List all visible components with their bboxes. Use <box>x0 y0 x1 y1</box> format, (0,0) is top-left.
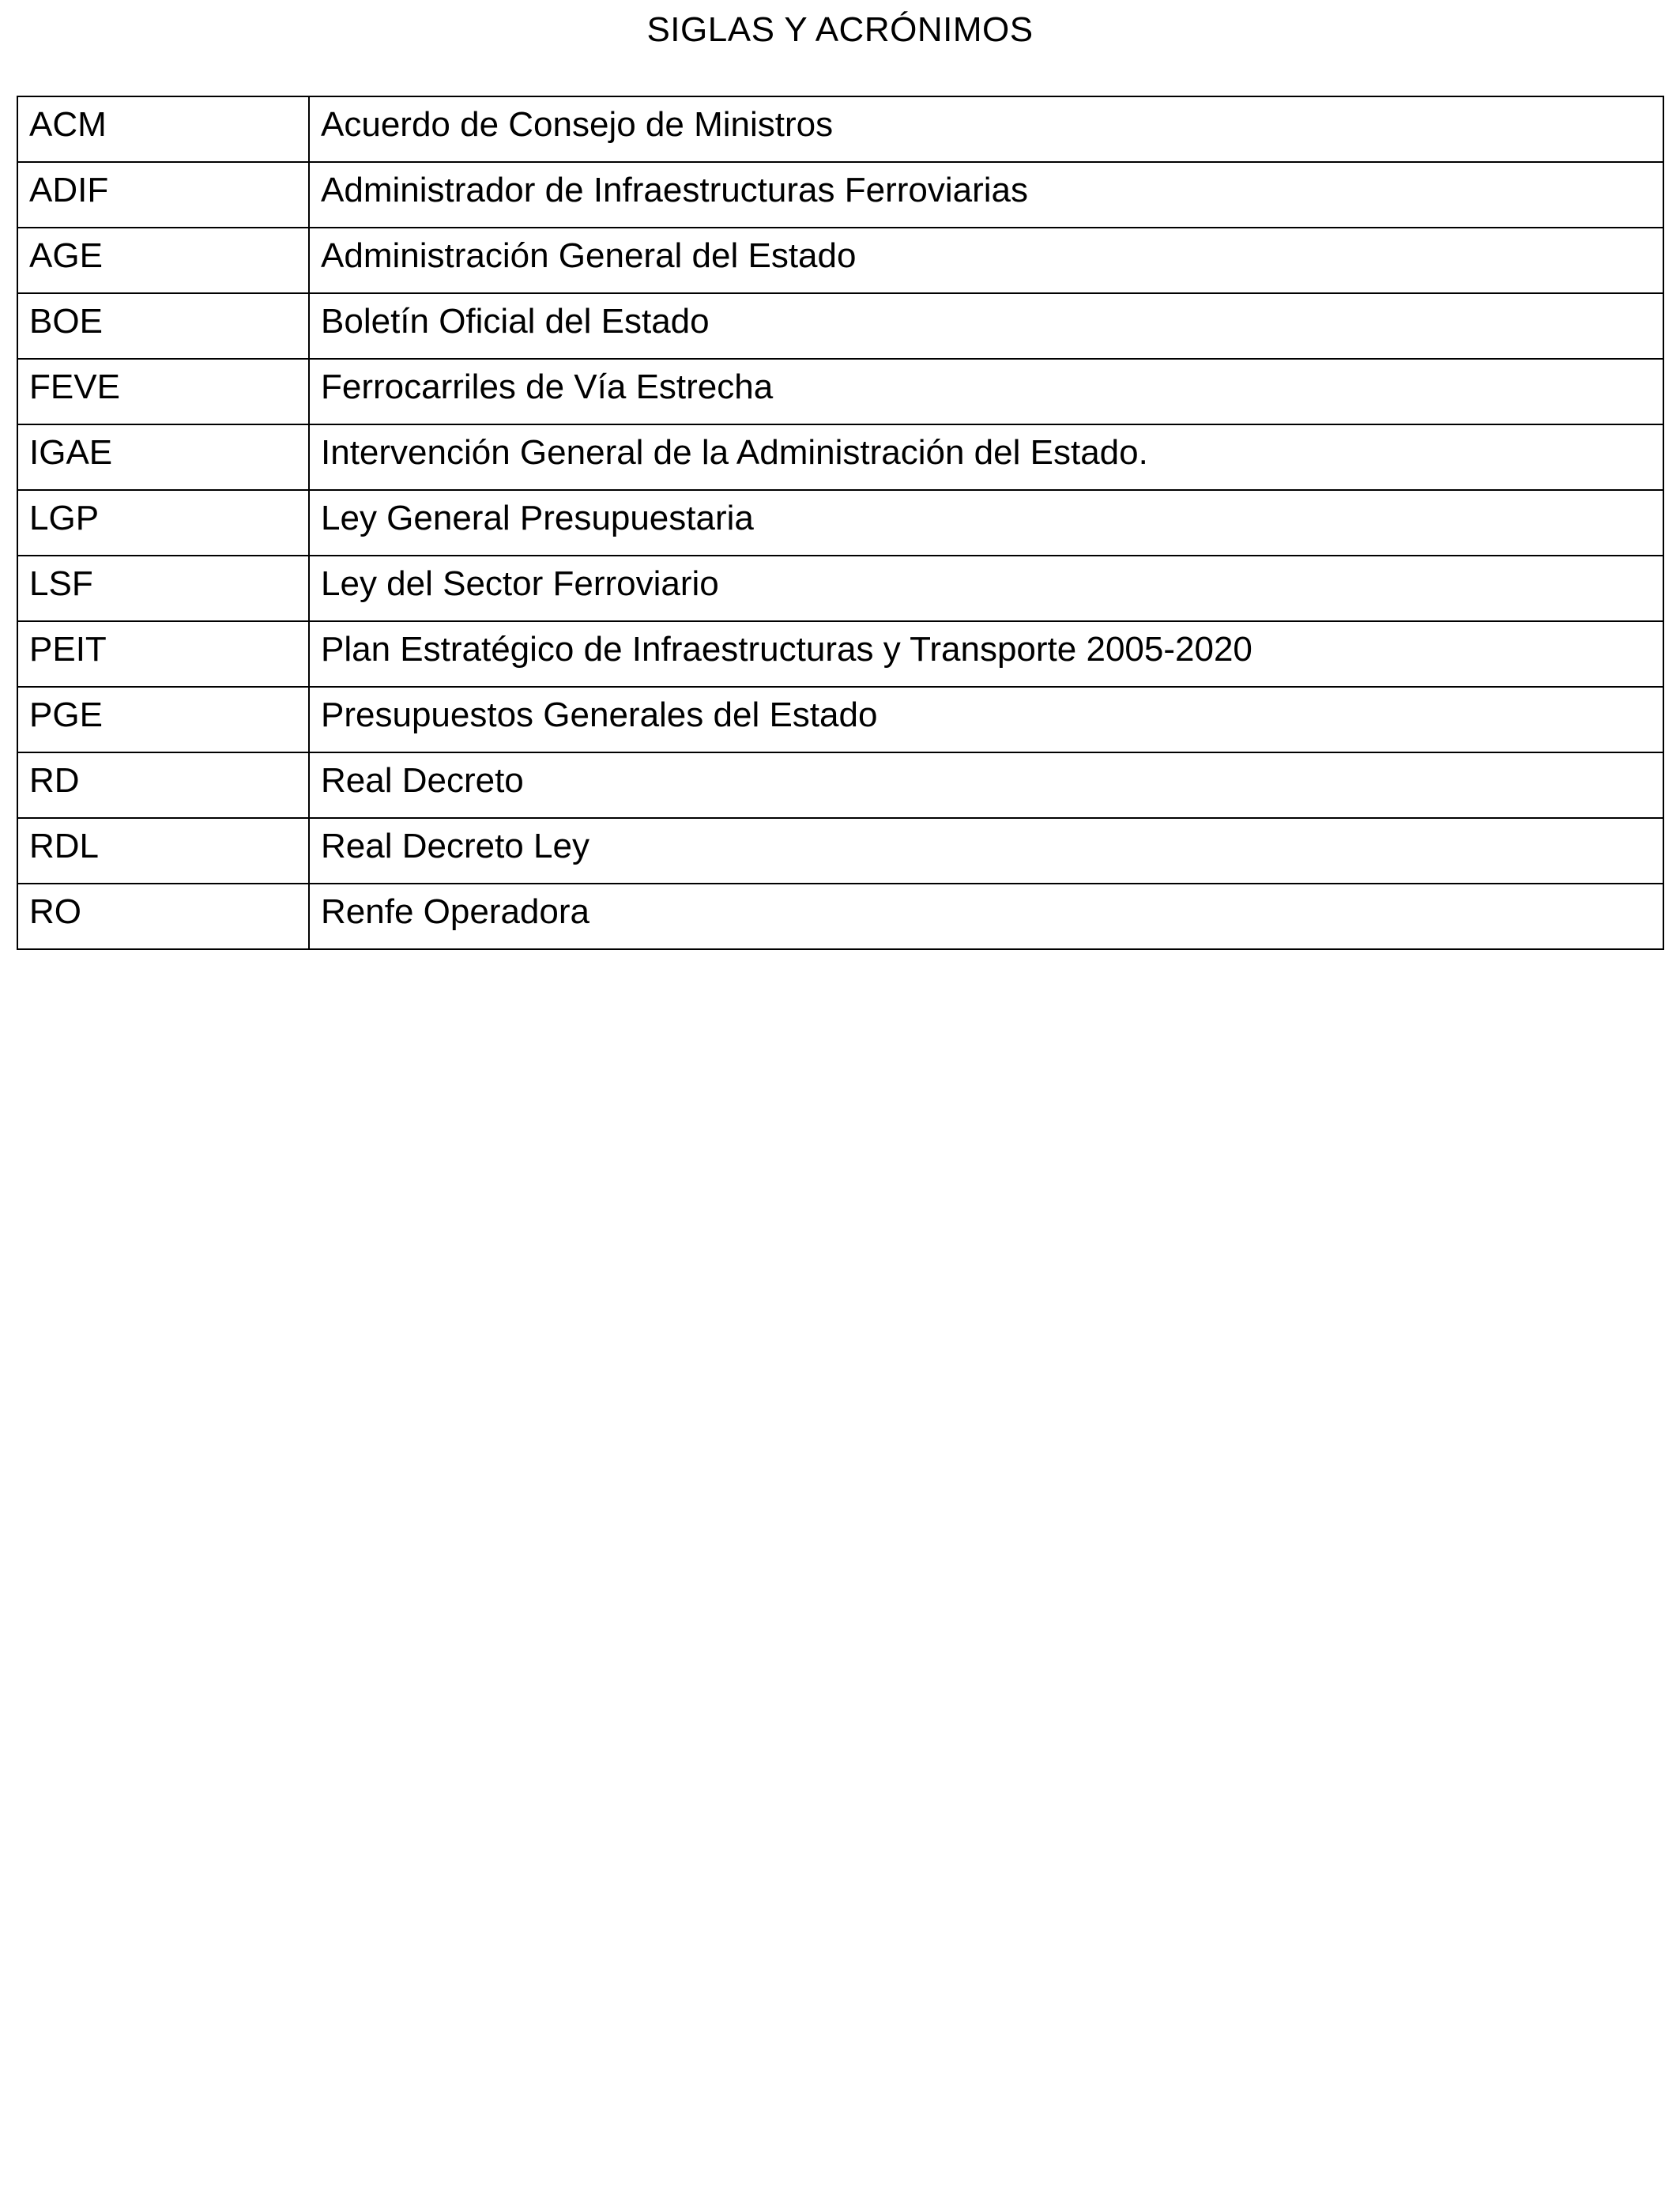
definition-cell: Real Decreto Ley <box>309 818 1663 884</box>
definition-cell: Real Decreto <box>309 752 1663 818</box>
table-row <box>17 884 1663 949</box>
definition-cell: Administración General del Estado <box>309 228 1663 293</box>
acronym-cell: FEVE <box>17 359 309 424</box>
table-row <box>17 556 1663 621</box>
acronym-cell: RO <box>17 884 309 949</box>
definition-cell: Plan Estratégico de Infraestructuras y Transporte 2005-2020 <box>309 621 1663 687</box>
definition-cell: Ferrocarriles de Vía Estrecha <box>309 359 1663 424</box>
acronym-cell: RDL <box>17 818 309 884</box>
table-row <box>17 687 1663 752</box>
acronym-cell: LGP <box>17 490 309 556</box>
acronym-cell: PGE <box>17 687 309 752</box>
table-row <box>17 228 1663 293</box>
acronym-cell: LSF <box>17 556 309 621</box>
table-row <box>17 96 1663 162</box>
table-row <box>17 818 1663 884</box>
definition-cell: Acuerdo de Consejo de Ministros <box>309 96 1663 162</box>
acronym-table <box>17 96 1664 950</box>
table-row <box>17 293 1663 359</box>
definition-cell: Intervención General de la Administración del Estado. <box>309 424 1663 490</box>
definition-cell: Renfe Operadora <box>309 884 1663 949</box>
table-row <box>17 490 1663 556</box>
table-row <box>17 424 1663 490</box>
acronym-cell: PEIT <box>17 621 309 687</box>
page-title: SIGLAS Y ACRÓNIMOS <box>646 10 1034 49</box>
table-row <box>17 359 1663 424</box>
definition-cell: Ley del Sector Ferroviario <box>309 556 1663 621</box>
acronym-cell: IGAE <box>17 424 309 490</box>
acronym-cell: ACM <box>17 96 309 162</box>
table-row <box>17 621 1663 687</box>
table-row <box>17 162 1663 228</box>
definition-cell: Administrador de Infraestructuras Ferroviarias <box>309 162 1663 228</box>
acronym-cell: ADIF <box>17 162 309 228</box>
acronym-cell: AGE <box>17 228 309 293</box>
definition-cell: Presupuestos Generales del Estado <box>309 687 1663 752</box>
definition-cell: Ley General Presupuestaria <box>309 490 1663 556</box>
acronym-cell: BOE <box>17 293 309 359</box>
table-row <box>17 752 1663 818</box>
acronym-cell: RD <box>17 752 309 818</box>
definition-cell: Boletín Oficial del Estado <box>309 293 1663 359</box>
